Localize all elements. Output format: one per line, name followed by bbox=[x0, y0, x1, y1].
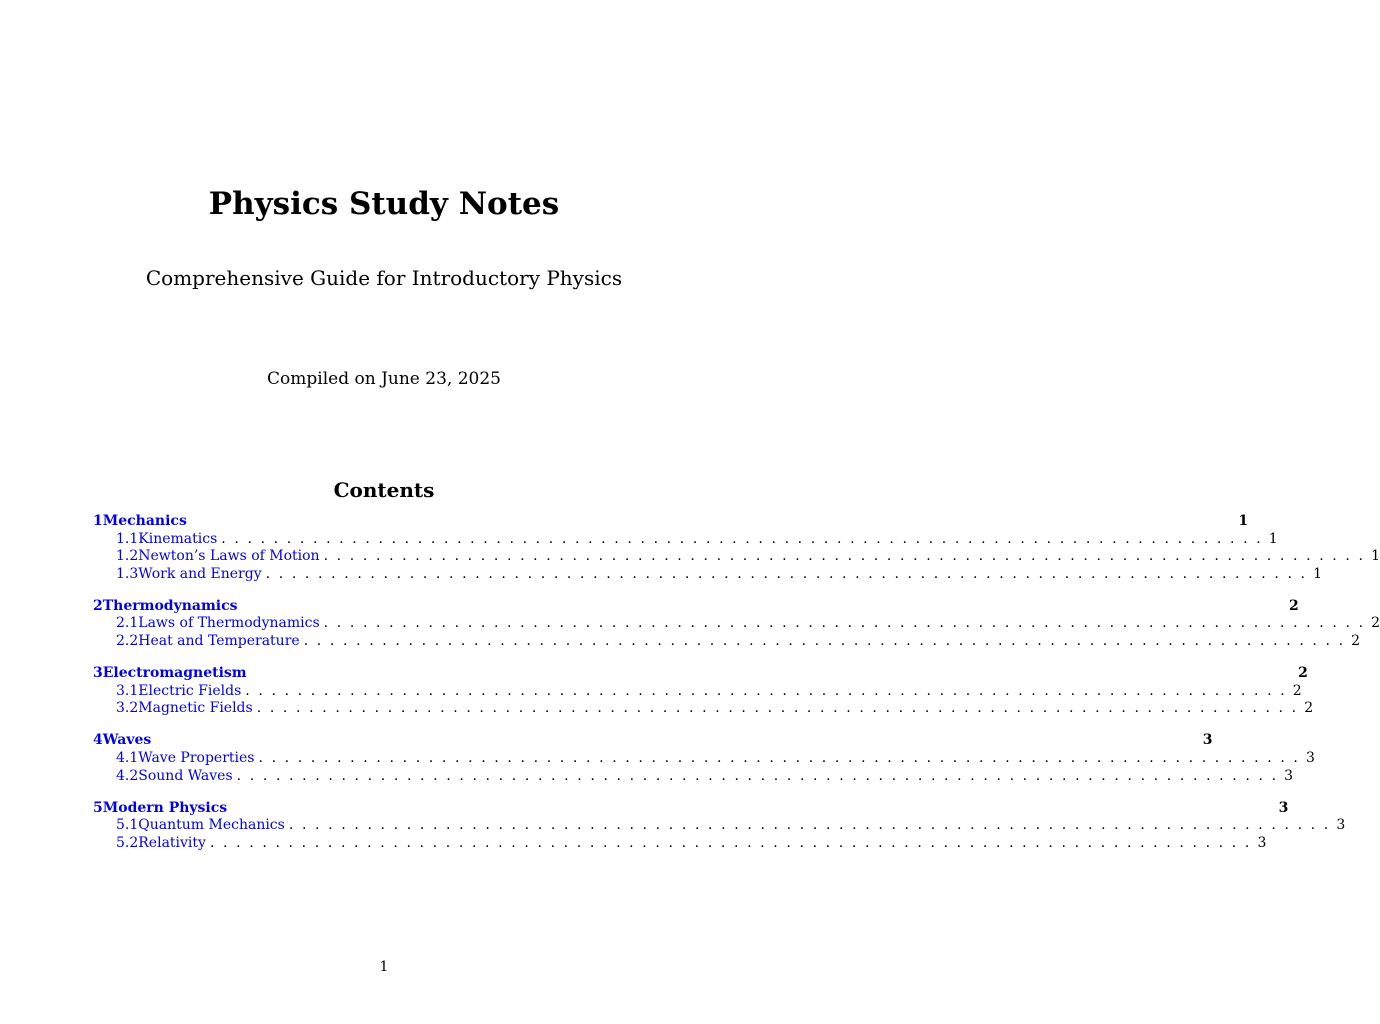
toc-subsection-number[interactable]: 5.1 bbox=[116, 817, 139, 834]
toc-page-number: 1 bbox=[1313, 565, 1323, 582]
toc-page-number: 3 bbox=[1305, 750, 1315, 767]
page-number: 1 bbox=[379, 959, 389, 975]
toc-subsection-link[interactable]: Magnetic Fields bbox=[138, 700, 253, 717]
toc-page-number: 2 bbox=[1351, 633, 1361, 650]
dot-leader: . . . . . . . . . . . . . . . . . . . . . . . . . . . . . . . . . . . . . . . . . . . . . . . . . . . . . . . . . . . . . . . . . . . . . . . . . . . . . . . . bbox=[256, 700, 1299, 717]
dot-leader: . . . . . . . . . . . . . . . . . . . . . . . . . . . . . . . . . . . . . . . . . . . . . . . . . . . . . . . . . . . . . . . . . . . . . . . . . . . . . . . . bbox=[209, 834, 1252, 851]
toc-section bbox=[93, 513, 1380, 583]
toc-subsection-link[interactable]: Work and Energy bbox=[138, 565, 262, 582]
toc-section bbox=[93, 732, 1315, 785]
toc-entry-newtons-laws[interactable] bbox=[93, 548, 1380, 566]
toc-entry-wave-properties[interactable] bbox=[93, 750, 1315, 768]
toc-page-number: 2 bbox=[1292, 682, 1302, 699]
toc-subsection-link[interactable]: Kinematics bbox=[138, 530, 218, 547]
toc-subsection-number[interactable]: 2.1 bbox=[116, 615, 139, 632]
toc-page-number: 3 bbox=[1202, 732, 1213, 749]
toc-page-number: 3 bbox=[1284, 767, 1294, 784]
toc-subsection-number[interactable]: 1.3 bbox=[116, 565, 139, 582]
toc-page-number: 1 bbox=[1371, 548, 1380, 565]
dot-leader: . . . . . . . . . . . . . . . . . . . . . . . . . . . . . . . . . . . . . . . . . . . . . . . . . . . . . . . . . . . . . . . . . . . . . . . . . . . . . . . . bbox=[221, 530, 1263, 547]
toc-page-number: 3 bbox=[1278, 799, 1289, 816]
dot-leader: . . . . . . . . . . . . . . . . . . . . . . . . . . . . . . . . . . . . . . . . . . . . . . . . . . . . . . . . . . . . . . . . . . . . . . . . . . . . . . . . bbox=[288, 817, 1331, 834]
toc-entry-heat-temperature[interactable] bbox=[93, 633, 1361, 651]
toc-subsection-number[interactable]: 4.2 bbox=[116, 767, 139, 784]
document-title: Physics Study Notes bbox=[208, 186, 560, 222]
toc-entry-electromagnetism[interactable] bbox=[93, 665, 1308, 683]
toc-entry-magnetic-fields[interactable] bbox=[93, 700, 1314, 718]
toc-subsection-link[interactable]: Quantum Mechanics bbox=[138, 817, 285, 834]
dot-leader: . . . . . . . . . . . . . . . . . . . . . . . . . . . . . . . . . . . . . . . . . . . . . . . . . . . . . . . . . . . . . . . . . . . . . . . . . . . . . . . . bbox=[303, 633, 1346, 650]
toc-entry-modern-physics[interactable] bbox=[93, 799, 1289, 818]
toc-subsection-number[interactable]: 3.1 bbox=[116, 682, 139, 699]
toc-page-number: 1 bbox=[1238, 513, 1249, 529]
toc-page-number: 3 bbox=[1336, 817, 1346, 834]
toc-section-link[interactable]: Electromagnetism bbox=[102, 665, 247, 682]
toc-section-number: 2 bbox=[93, 597, 103, 614]
toc-entry-electric-fields[interactable] bbox=[93, 682, 1302, 701]
document-subtitle: Comprehensive Guide for Introductory Physics bbox=[145, 266, 623, 290]
toc-page-number: 1 bbox=[1268, 530, 1278, 547]
dot-leader: . . . . . . . . . . . . . . . . . . . . . . . . . . . . . . . . . . . . . . . . . . . . . . . . . . . . . . . . . . . . . . . . . . . . . . . . . . . . . . . . bbox=[265, 565, 1308, 582]
toc-subsection-number[interactable]: 1.1 bbox=[116, 530, 139, 547]
toc-entry-thermodynamics[interactable] bbox=[93, 597, 1299, 616]
toc-subsection-link[interactable]: Wave Properties bbox=[138, 750, 255, 767]
toc-entry-waves[interactable] bbox=[93, 732, 1213, 750]
toc-section bbox=[93, 799, 1346, 853]
contents-heading: Contents bbox=[333, 478, 435, 502]
toc-section-number: 1 bbox=[93, 513, 103, 529]
toc-section-number: 4 bbox=[93, 732, 103, 749]
dot-leader: . . . . . . . . . . . . . . . . . . . . . . . . . . . . . . . . . . . . . . . . . . . . . . . . . . . . . . . . . . . . . . . . . . . . . . . . . . . . . . . . bbox=[323, 615, 1366, 632]
toc-subsection-number[interactable]: 2.2 bbox=[116, 633, 139, 650]
dot-leader: . . . . . . . . . . . . . . . . . . . . . . . . . . . . . . . . . . . . . . . . . . . . . . . . . . . . . . . . . . . . . . . . . . . . . . . . . . . . . . . . bbox=[236, 767, 1279, 784]
toc-section-link[interactable]: Mechanics bbox=[102, 513, 187, 529]
toc-entry-kinematics[interactable] bbox=[93, 530, 1278, 549]
toc-section-number: 5 bbox=[93, 799, 103, 816]
toc-page-number: 2 bbox=[1371, 615, 1380, 632]
table-of-contents bbox=[93, 513, 1380, 867]
toc-subsection-number[interactable]: 3.2 bbox=[116, 700, 139, 717]
toc-section bbox=[93, 597, 1380, 651]
toc-section-link[interactable]: Thermodynamics bbox=[102, 597, 238, 614]
toc-page-number: 2 bbox=[1288, 597, 1299, 614]
toc-entry-mechanics[interactable] bbox=[93, 513, 1249, 531]
toc-subsection-link[interactable]: Sound Waves bbox=[138, 767, 233, 784]
compiled-date: Compiled on June 23, 2025 bbox=[267, 369, 501, 389]
dot-leader: . . . . . . . . . . . . . . . . . . . . . . . . . . . . . . . . . . . . . . . . . . . . . . . . . . . . . . . . . . . . . . . . . . . . . . . . . . . . . . . . bbox=[258, 750, 1300, 767]
dot-leader: . . . . . . . . . . . . . . . . . . . . . . . . . . . . . . . . . . . . . . . . . . . . . . . . . . . . . . . . . . . . . . . . . . . . . . . . . . . . . . . . bbox=[323, 548, 1366, 565]
toc-section bbox=[93, 665, 1314, 718]
toc-page-number: 2 bbox=[1298, 665, 1308, 682]
dot-leader: . . . . . . . . . . . . . . . . . . . . . . . . . . . . . . . . . . . . . . . . . . . . . . . . . . . . . . . . . . . . . . . . . . . . . . . . . . . . . . . . bbox=[245, 682, 1287, 699]
toc-subsection-link[interactable]: Relativity bbox=[138, 834, 206, 851]
toc-entry-laws-thermo[interactable] bbox=[93, 615, 1380, 633]
toc-subsection-number[interactable]: 4.1 bbox=[116, 750, 139, 767]
toc-subsection-link[interactable]: Newton’s Laws of Motion bbox=[138, 548, 320, 565]
toc-subsection-number[interactable]: 5.2 bbox=[116, 834, 139, 851]
toc-subsection-link[interactable]: Heat and Temperature bbox=[138, 633, 300, 650]
toc-section-link[interactable]: Modern Physics bbox=[102, 799, 228, 816]
toc-subsection-number[interactable]: 1.2 bbox=[116, 548, 139, 565]
toc-entry-sound-waves[interactable] bbox=[93, 767, 1294, 786]
toc-entry-quantum-mechanics[interactable] bbox=[93, 817, 1346, 835]
toc-page-number: 3 bbox=[1257, 834, 1267, 851]
toc-entry-relativity[interactable] bbox=[93, 834, 1267, 853]
toc-page-number: 2 bbox=[1304, 700, 1314, 717]
toc-subsection-link[interactable]: Laws of Thermodynamics bbox=[138, 615, 320, 632]
toc-section-number: 3 bbox=[93, 665, 103, 682]
toc-section-link[interactable]: Waves bbox=[102, 732, 152, 749]
toc-entry-work-energy[interactable] bbox=[93, 565, 1323, 584]
toc-subsection-link[interactable]: Electric Fields bbox=[138, 682, 242, 699]
